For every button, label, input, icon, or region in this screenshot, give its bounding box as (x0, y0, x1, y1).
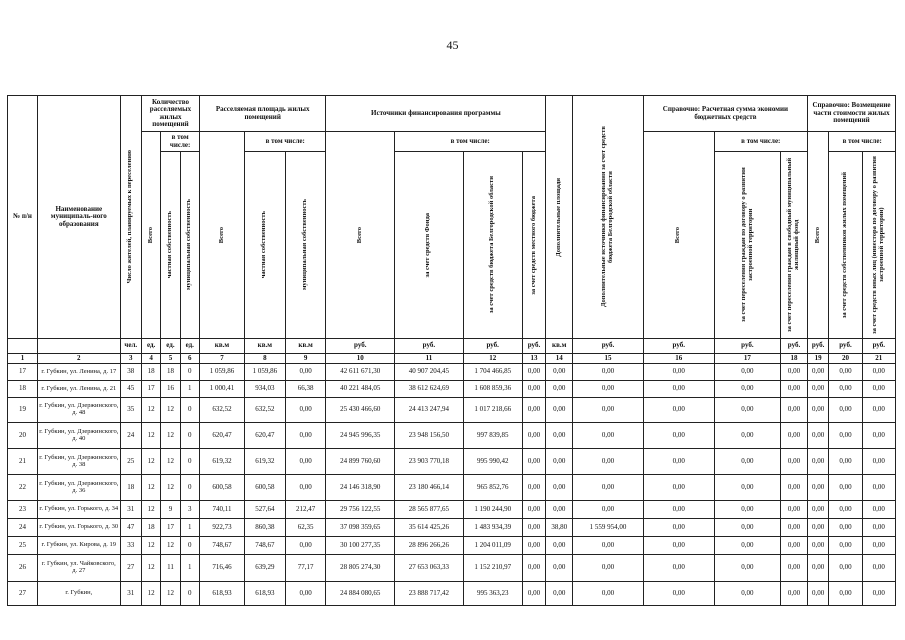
header-area-private: частная собственность (244, 152, 285, 339)
table-cell: 0,00 (546, 398, 573, 423)
table-cell: 0,00 (714, 449, 780, 475)
table-cell: 0,00 (807, 364, 828, 381)
table-cell: 0,00 (781, 398, 808, 423)
table-cell: 0,00 (522, 381, 546, 398)
table-cell: 620,47 (199, 423, 244, 449)
table-cell: 62,35 (285, 519, 326, 537)
table-cell: 0,00 (829, 501, 862, 519)
table-cell: 639,29 (244, 555, 285, 582)
header-local: за счет средств местного бюджета (522, 152, 546, 339)
table-cell: 0,00 (807, 555, 828, 582)
table-cell: 0,00 (714, 475, 780, 501)
table-cell: 0,00 (643, 423, 714, 449)
table-cell: 0,00 (807, 475, 828, 501)
table-cell: 0,00 (522, 398, 546, 423)
table-cell: 33 (120, 537, 141, 555)
table-row (8, 582, 896, 606)
table-cell: 995 363,23 (463, 582, 522, 606)
header-fund: за счет средств Фонда (395, 152, 464, 339)
header-name: Наименование муниципаль-ного образования (38, 96, 121, 339)
table-cell: 0,00 (781, 501, 808, 519)
table-cell: 0,00 (714, 423, 780, 449)
header-sources-group: Источники финансирования программы (326, 96, 546, 132)
header-extra-sources: Дополнительные источники финансирования за счет средств бюджета Белгородской области (573, 96, 644, 339)
table-cell: 0 (180, 475, 199, 501)
table-cell: 0,00 (862, 555, 895, 582)
table-cell: 0,00 (862, 582, 895, 606)
table-cell: 42 611 671,30 (326, 364, 395, 381)
table-cell: 0,00 (862, 501, 895, 519)
table-cell: 0,00 (829, 398, 862, 423)
table-cell: 12 (142, 398, 161, 423)
table-cell: 0,00 (807, 582, 828, 606)
table-cell: 23 (8, 501, 38, 519)
table-cell: 12 (142, 501, 161, 519)
row-name-cell: г. Губкин, ул. Горького, д. 30 (38, 519, 121, 537)
table-cell: 0,00 (522, 555, 546, 582)
table-cell: 29 756 122,55 (326, 501, 395, 519)
table-cell: 0,00 (807, 423, 828, 449)
table-cell: 0,00 (807, 398, 828, 423)
table-cell: 0,00 (714, 501, 780, 519)
header-sources-incl: в том числе: (395, 132, 546, 152)
table-cell: 37 098 359,65 (326, 519, 395, 537)
table-cell: 0,00 (781, 381, 808, 398)
table-cell: 25 (8, 537, 38, 555)
table-cell: 1 059,86 (244, 364, 285, 381)
table-cell: 0,00 (522, 449, 546, 475)
table-cell: 24 (8, 519, 38, 537)
header-sources-total: Всего (326, 132, 395, 339)
table-cell: 0,00 (807, 537, 828, 555)
page-number: 45 (446, 38, 459, 52)
header-extra-area: Дополнительные площади (546, 96, 573, 339)
table-cell: 0 (180, 449, 199, 475)
header-area-total: Всего (199, 132, 244, 339)
table-cell: 0,00 (781, 582, 808, 606)
table-cell: 0,00 (714, 537, 780, 555)
table-cell: 0,00 (643, 501, 714, 519)
table-cell: 0,00 (862, 537, 895, 555)
table-row (8, 475, 896, 501)
table-cell: 0,00 (829, 537, 862, 555)
table-cell: 9 (161, 501, 180, 519)
table-cell: 27 (8, 582, 38, 606)
table-cell: 600,58 (199, 475, 244, 501)
table-cell: 0,00 (829, 582, 862, 606)
table-cell: 27 653 063,33 (395, 555, 464, 582)
table-row (8, 501, 896, 519)
table-cell: 0,00 (522, 475, 546, 501)
table-cell: 28 805 274,30 (326, 555, 395, 582)
table-cell: 0,00 (781, 555, 808, 582)
table-cell: 12 (142, 582, 161, 606)
table-cell: 1 152 210,97 (463, 555, 522, 582)
table-cell: 24 945 996,35 (326, 423, 395, 449)
table-cell: 0,00 (522, 423, 546, 449)
table-cell: 16 (161, 381, 180, 398)
table-cell: 0,00 (714, 555, 780, 582)
table-cell: 0,00 (546, 449, 573, 475)
header-count-incl: в том числе: (161, 132, 200, 152)
table-cell: 860,38 (244, 519, 285, 537)
table-cell: 620,47 (244, 423, 285, 449)
table-cell: 0,00 (546, 555, 573, 582)
header-contract: за счет переселения граждан по договору о развитии застроенной территории (714, 152, 780, 339)
table-cell: 27 (120, 555, 141, 582)
table-cell: 18 (8, 381, 38, 398)
resettlement-table (7, 95, 896, 606)
header-ref1-total: Всего (643, 132, 714, 339)
table-cell: 1 483 934,39 (463, 519, 522, 537)
table-row (8, 537, 896, 555)
table-cell: 0,00 (546, 475, 573, 501)
table-cell: 1 559 954,00 (573, 519, 644, 537)
table-row (8, 364, 896, 381)
table-cell: 38 612 624,69 (395, 381, 464, 398)
table-cell: 0,00 (807, 501, 828, 519)
table-cell: 12 (161, 475, 180, 501)
table-cell: 632,52 (199, 398, 244, 423)
table-cell: 23 180 466,14 (395, 475, 464, 501)
table-cell: 0,00 (285, 398, 326, 423)
table-cell: 17 (142, 381, 161, 398)
row-name-cell: г. Губкин, ул. Дзержинского, д. 38 (38, 449, 121, 475)
table-cell: 0,00 (829, 555, 862, 582)
table-cell: 0,00 (285, 423, 326, 449)
header-count-total: Всего (142, 132, 161, 339)
table-cell: 0,00 (714, 381, 780, 398)
table-cell: 24 146 318,90 (326, 475, 395, 501)
table-cell: 0,00 (573, 449, 644, 475)
table-cell: 0,00 (781, 519, 808, 537)
table-cell: 18 (142, 519, 161, 537)
table-cell: 0,00 (862, 398, 895, 423)
table-cell: 0,00 (781, 423, 808, 449)
table-cell: 12 (161, 537, 180, 555)
table-cell: 0,00 (829, 519, 862, 537)
table-cell: 47 (120, 519, 141, 537)
table-cell: 0,00 (829, 364, 862, 381)
table-row (8, 381, 896, 398)
table-cell: 922,73 (199, 519, 244, 537)
table-cell: 35 614 425,26 (395, 519, 464, 537)
table-cell: 0,00 (807, 519, 828, 537)
table-cell: 0,00 (546, 537, 573, 555)
table-cell: 0,00 (807, 381, 828, 398)
table-cell: 748,67 (244, 537, 285, 555)
table-cell: 0,00 (573, 398, 644, 423)
table-cell: 0,00 (573, 501, 644, 519)
table-cell: 0,00 (643, 381, 714, 398)
table-cell: 632,52 (244, 398, 285, 423)
table-cell: 0,00 (643, 449, 714, 475)
table-cell: 618,93 (244, 582, 285, 606)
table-cell: 23 888 717,42 (395, 582, 464, 606)
table-cell: 23 903 770,18 (395, 449, 464, 475)
table-cell: 12 (142, 423, 161, 449)
table-cell: 0,00 (522, 537, 546, 555)
table-row (8, 398, 896, 423)
table-cell: 212,47 (285, 501, 326, 519)
table-cell: 18 (142, 364, 161, 381)
row-name-cell: г. Губкин, (38, 582, 121, 606)
table-cell: 1 (180, 555, 199, 582)
table-cell: 0,00 (546, 423, 573, 449)
header-private: частная собственность (161, 152, 180, 339)
table-cell: 995 990,42 (463, 449, 522, 475)
header-municipal: муниципальная собственность (180, 152, 199, 339)
table-cell: 527,64 (244, 501, 285, 519)
header-ref2-group: Справочно: Возмещение части стоимости жилых помещений (807, 96, 895, 132)
table-cell: 24 899 760,60 (326, 449, 395, 475)
header-count-group: Количество расселяемых жилых помещений (142, 96, 200, 132)
table-cell: 12 (161, 423, 180, 449)
table-cell: 0,00 (573, 423, 644, 449)
table-cell: 0,00 (573, 555, 644, 582)
table-cell: 0,00 (862, 364, 895, 381)
table-cell: 31 (120, 582, 141, 606)
table-cell: 0,00 (285, 537, 326, 555)
header-area-group: Расселяемая площадь жилых помещений (199, 96, 326, 132)
row-name-cell: г. Губкин, ул. Ленина, д. 21 (38, 381, 121, 398)
table-cell: 0,00 (862, 423, 895, 449)
table-cell: 0,00 (862, 381, 895, 398)
table-cell: 28 896 266,26 (395, 537, 464, 555)
table-cell: 0,00 (285, 449, 326, 475)
table-cell: 0,00 (573, 537, 644, 555)
row-name-cell: г. Губкин, ул. Дзержинского, д. 40 (38, 423, 121, 449)
table-cell: 12 (142, 475, 161, 501)
table-cell: 19 (8, 398, 38, 423)
table-cell: 24 413 247,94 (395, 398, 464, 423)
table-cell: 0,00 (829, 449, 862, 475)
row-name-cell: г. Губкин, ул. Горького, д. 34 (38, 501, 121, 519)
header-num: № п/н (8, 96, 38, 339)
table-cell: 12 (161, 582, 180, 606)
table-cell: 17 (161, 519, 180, 537)
table-cell: 0,00 (285, 364, 326, 381)
table-cell: 0,00 (829, 475, 862, 501)
table-cell: 25 (120, 449, 141, 475)
table-cell: 21 (8, 449, 38, 475)
table-cell: 12 (142, 555, 161, 582)
table-cell: 0,00 (781, 537, 808, 555)
table-cell: 1 017 218,66 (463, 398, 522, 423)
header-area-municipal: муниципальная собственность (285, 152, 326, 339)
table-cell: 45 (120, 381, 141, 398)
table-cell: 0,00 (829, 423, 862, 449)
table-cell: 0,00 (862, 519, 895, 537)
table-cell: 30 100 277,35 (326, 537, 395, 555)
table-cell: 0,00 (643, 537, 714, 555)
table-cell: 22 (8, 475, 38, 501)
table-cell: 0,00 (522, 519, 546, 537)
table-cell: 77,17 (285, 555, 326, 582)
table-cell: 965 852,76 (463, 475, 522, 501)
units-row: чел. ед. ед. ед. кв.м кв.м кв.м руб. руб. руб. руб. кв.м руб. руб. руб. руб. руб. руб. руб. (8, 339, 896, 354)
table-cell: 0,00 (522, 501, 546, 519)
table-cell: 0,00 (546, 381, 573, 398)
header-residents: Число жителей, планируемых к переселению (120, 96, 141, 339)
table-cell: 1 (180, 381, 199, 398)
table-cell: 0,00 (643, 519, 714, 537)
row-name-cell: г. Губкин, ул. Чайковского, д. 27 (38, 555, 121, 582)
table-cell: 0,00 (573, 475, 644, 501)
table-cell: 24 884 080,65 (326, 582, 395, 606)
table-row (8, 449, 896, 475)
table-cell: 28 565 877,65 (395, 501, 464, 519)
table-cell: 934,03 (244, 381, 285, 398)
table-cell: 0,00 (862, 449, 895, 475)
table-cell: 1 704 466,85 (463, 364, 522, 381)
row-name-cell: г. Губкин, ул. Дзержинского, д. 48 (38, 398, 121, 423)
header-ref1-group: Справочно: Расчетная сумма экономии бюджетных средств (643, 96, 807, 132)
table-cell: 0,00 (714, 364, 780, 381)
table-cell: 0,00 (546, 582, 573, 606)
table-cell: 18 (161, 364, 180, 381)
table-cell: 0,00 (862, 475, 895, 501)
table-cell: 38 (120, 364, 141, 381)
table-cell: 0 (180, 423, 199, 449)
table-cell: 1 (180, 519, 199, 537)
table-cell: 0,00 (285, 582, 326, 606)
table-cell: 619,32 (244, 449, 285, 475)
table-cell: 0,00 (643, 582, 714, 606)
header-investor: за счет средств иных лиц (инвестора по договору о развитии застроенной территории) (862, 152, 895, 339)
table-cell: 0,00 (807, 449, 828, 475)
table-cell: 12 (142, 537, 161, 555)
header-free-fund: за счет переселения граждан в свободный муниципальный жилищный фонд (781, 152, 808, 339)
table-cell: 0,00 (781, 475, 808, 501)
table-cell: 0,00 (714, 582, 780, 606)
table-cell: 618,93 (199, 582, 244, 606)
column-numbers-row: 1 2 3 4 5 6 7 8 9 10 11 12 13 14 15 16 17 18 19 20 21 (8, 354, 896, 364)
table-cell: 12 (161, 449, 180, 475)
table-cell: 12 (142, 449, 161, 475)
table-cell: 0,00 (546, 501, 573, 519)
table-cell: 0,00 (573, 364, 644, 381)
row-name-cell: г. Губкин, ул. Ленина, д. 17 (38, 364, 121, 381)
table-cell: 0,00 (781, 449, 808, 475)
table-cell: 716,46 (199, 555, 244, 582)
table-cell: 0 (180, 398, 199, 423)
header-owners: за счет средств собственников жилых помещений (829, 152, 862, 339)
table-cell: 0,00 (285, 475, 326, 501)
table-cell: 997 839,85 (463, 423, 522, 449)
table-cell: 1 608 859,36 (463, 381, 522, 398)
table-cell: 38,80 (546, 519, 573, 537)
table-row (8, 555, 896, 582)
table-cell: 1 190 244,90 (463, 501, 522, 519)
row-name-cell: г. Губкин, ул. Дзержинского, д. 36 (38, 475, 121, 501)
table-cell: 0 (180, 582, 199, 606)
table-cell: 3 (180, 501, 199, 519)
table-cell: 66,38 (285, 381, 326, 398)
row-name-cell: г. Губкин, ул. Кирова, д. 19 (38, 537, 121, 555)
header-ref2-incl: в том числе: (829, 132, 896, 152)
table-body (8, 364, 896, 606)
table-cell: 1 204 011,09 (463, 537, 522, 555)
table-cell: 23 948 156,50 (395, 423, 464, 449)
table-cell: 0,00 (643, 364, 714, 381)
table-cell: 20 (8, 423, 38, 449)
table-cell: 1 000,41 (199, 381, 244, 398)
table-cell: 0,00 (643, 555, 714, 582)
table-cell: 17 (8, 364, 38, 381)
table-cell: 25 430 466,60 (326, 398, 395, 423)
table-cell: 40 221 484,05 (326, 381, 395, 398)
table-row (8, 423, 896, 449)
table-cell: 619,32 (199, 449, 244, 475)
header-area-incl: в том числе: (244, 132, 325, 152)
table-cell: 748,67 (199, 537, 244, 555)
table-cell: 0,00 (573, 582, 644, 606)
header-ref2-total: Всего (807, 132, 828, 339)
header-regional: за счет средств бюджета Белгородской области (463, 152, 522, 339)
table-cell: 26 (8, 555, 38, 582)
table-cell: 740,11 (199, 501, 244, 519)
table-cell: 0,00 (643, 398, 714, 423)
table-cell: 0,00 (714, 519, 780, 537)
table-cell: 0,00 (643, 475, 714, 501)
table-cell: 1 059,86 (199, 364, 244, 381)
table-cell: 18 (120, 475, 141, 501)
table-cell: 0,00 (546, 364, 573, 381)
table-cell: 0,00 (573, 381, 644, 398)
table-cell: 11 (161, 555, 180, 582)
table-cell: 24 (120, 423, 141, 449)
table-cell: 0,00 (829, 381, 862, 398)
table-row (8, 519, 896, 537)
table-cell: 600,58 (244, 475, 285, 501)
header-ref1-incl: в том числе: (714, 132, 807, 152)
table-cell: 31 (120, 501, 141, 519)
table-cell: 12 (161, 398, 180, 423)
table-cell: 0,00 (522, 582, 546, 606)
table-cell: 35 (120, 398, 141, 423)
table-cell: 0 (180, 537, 199, 555)
table-cell: 0 (180, 364, 199, 381)
table-cell: 0,00 (714, 398, 780, 423)
table-cell: 0,00 (522, 364, 546, 381)
table-cell: 0,00 (781, 364, 808, 381)
table-cell: 40 907 204,45 (395, 364, 464, 381)
